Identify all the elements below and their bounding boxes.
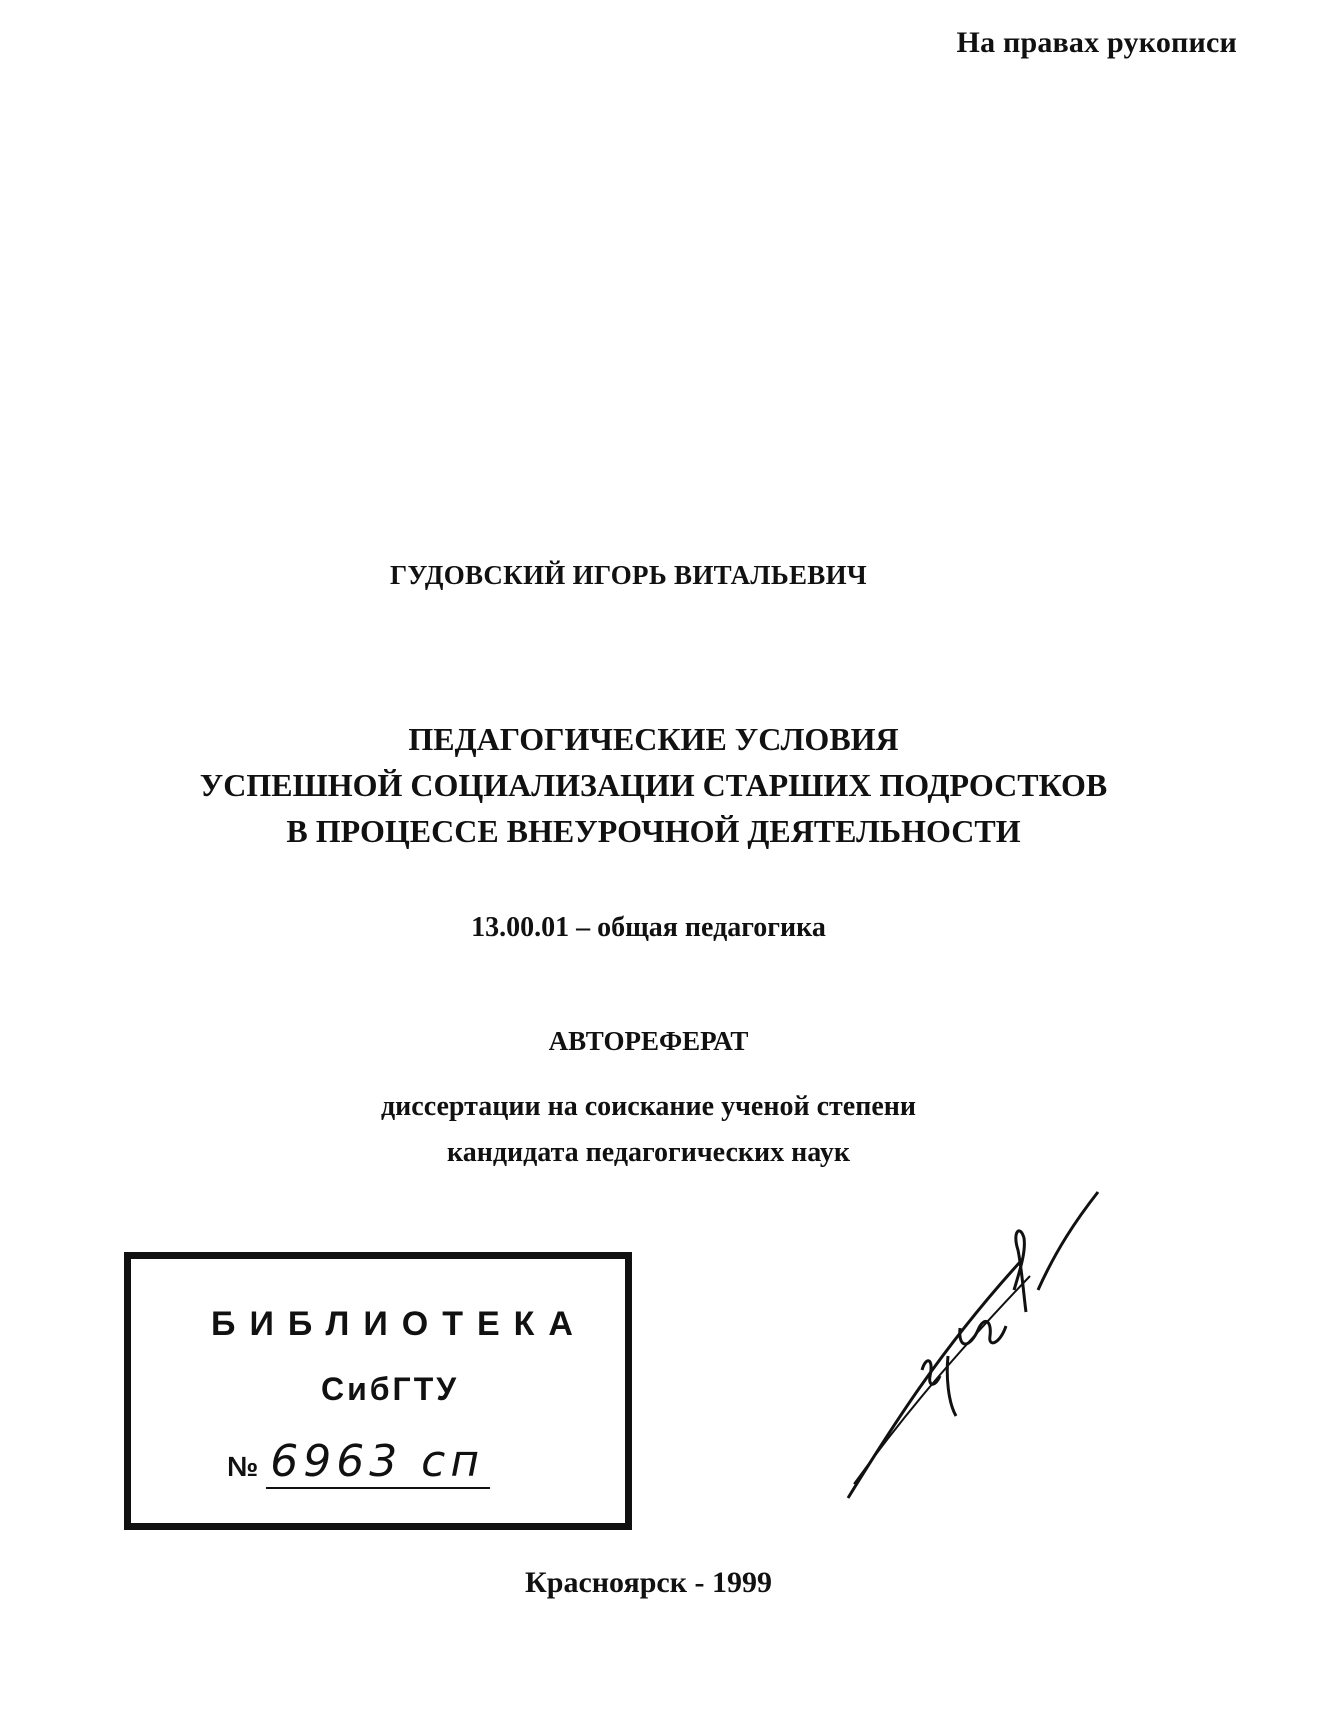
degree-description <box>0 1084 1337 1176</box>
dissertation-title <box>0 716 1337 854</box>
specialty-code: 13.00.01 – общая педагогика <box>471 912 826 943</box>
city-year: Красноярск - 1999 <box>525 1566 772 1599</box>
author-name: ГУДОВСКИЙ ИГОРЬ ВИТАЛЬЕВИЧ <box>389 560 868 590</box>
title-line-2: УСПЕШНОЙ СОЦИАЛИЗАЦИИ СТАРШИХ ПОДРОСТКОВ <box>199 767 1108 803</box>
stamp-number-value: 6963 сп <box>266 1437 490 1489</box>
abstract-label: АВТОРЕФЕРАТ <box>548 1026 749 1056</box>
degree-line-2: кандидата педагогических наук <box>447 1137 850 1168</box>
title-line-3: В ПРОЦЕССЕ ВНЕУРОЧНОЙ ДЕЯТЕЛЬНОСТИ <box>286 813 1021 849</box>
library-stamp <box>124 1252 632 1530</box>
stamp-university-label: СибГТУ <box>321 1371 460 1407</box>
degree-line-1: диссертации на соискание ученой степени <box>380 1091 917 1122</box>
stamp-inventory-number <box>227 1437 490 1489</box>
title-line-1: ПЕДАГОГИЧЕСКИЕ УСЛОВИЯ <box>408 721 899 757</box>
rights-notice: На правах рукописи <box>956 26 1237 59</box>
handwritten-signature-icon <box>830 1180 1130 1520</box>
stamp-library-label: БИБЛИОТЕКА <box>211 1305 587 1343</box>
stamp-number-prefix: № <box>227 1451 259 1482</box>
